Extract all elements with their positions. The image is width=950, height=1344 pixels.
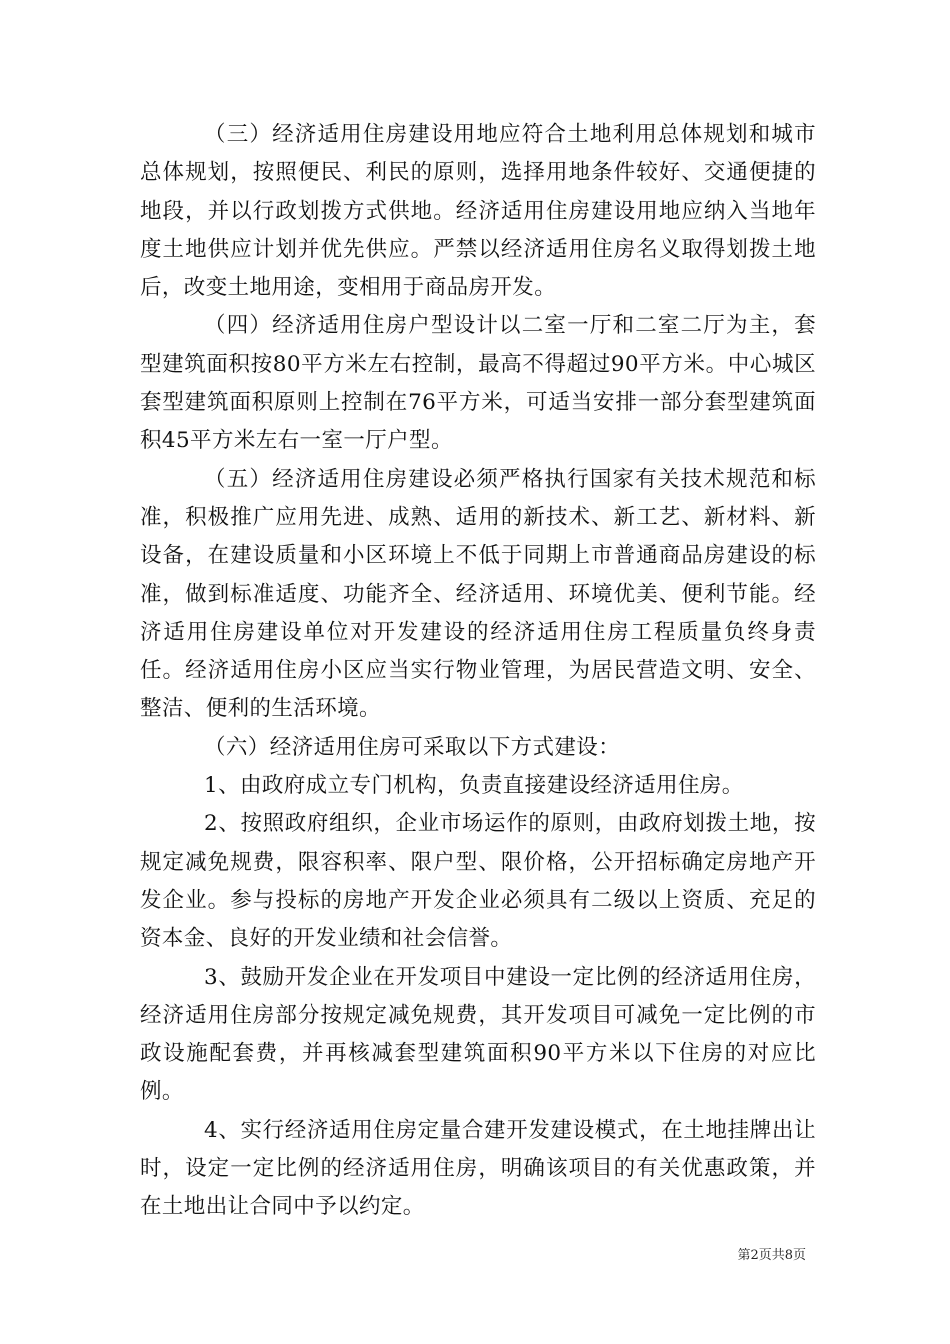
paragraph-4-unit-design: （四）经济适用住房户型设计以二室一厅和二室二厅为主，套型建筑面积按80平方米左右控制，最高不得超过90平方米。中心城区套型建筑面积原则上控制在76平方米，可适当安排一部分套型建筑面积45平方米左右一室一厅户型。 — [140, 313, 816, 454]
list-item-4: 4、实行经济适用住房定量合建开发建设模式，在土地挂牌出让时，设定一定比例的经济适用住房，明确该项目的有关优惠政策，并在土地出让合同中予以约定。 — [140, 1117, 816, 1220]
document-body — [140, 116, 816, 1227]
paragraph-3-land-use: （三）经济适用住房建设用地应符合土地利用总体规划和城市总体规划，按照便民、利民的原则，选择用地条件较好、交通便捷的地段，并以行政划拨方式供地。经济适用住房建设用地应纳入当地年度土地供应计划并优先供应。严禁以经济适用住房名义取得划拨土地后，改变土地用途，变相用于商品房开发。 — [140, 122, 816, 301]
list-item-1: 1、由政府成立专门机构，负责直接建设经济适用住房。 — [204, 773, 744, 799]
list-item-2: 2、按照政府组织，企业市场运作的原则，由政府划拨土地，按规定减免规费，限容积率、限户型、限价格，公开招标确定房地产开发企业。参与投标的房地产开发企业必须具有二级以上资质、充足的资本金、良好的开发业绩和社会信誉。 — [140, 811, 816, 952]
list-item-3: 3、鼓励开发企业在开发项目中建设一定比例的经济适用住房，经济适用住房部分按规定减免规费，其开发项目可减免一定比例的市政设施配套费，并再核减套型建筑面积90平方米以下住房的对应比例。 — [140, 964, 816, 1105]
page-number-footer: 第2页共8页 — [737, 1248, 806, 1263]
paragraph-5-construction-standards: （五）经济适用住房建设必须严格执行国家有关技术规范和标准，积极推广应用先进、成熟、适用的新技术、新工艺、新材料、新设备，在建设质量和小区环境上不低于同期上市普通商品房建设的标准，做到标准适度、功能齐全、经济适用、环境优美、便利节能。经济适用住房建设单位对开发建设的经济适用住房工程质量负终身责任。经济适用住房小区应当实行物业管理，为居民营造文明、安全、整洁、便利的生活环境。 — [140, 466, 816, 722]
paragraph-6-construction-methods: （六）经济适用住房可采取以下方式建设： — [204, 734, 621, 760]
